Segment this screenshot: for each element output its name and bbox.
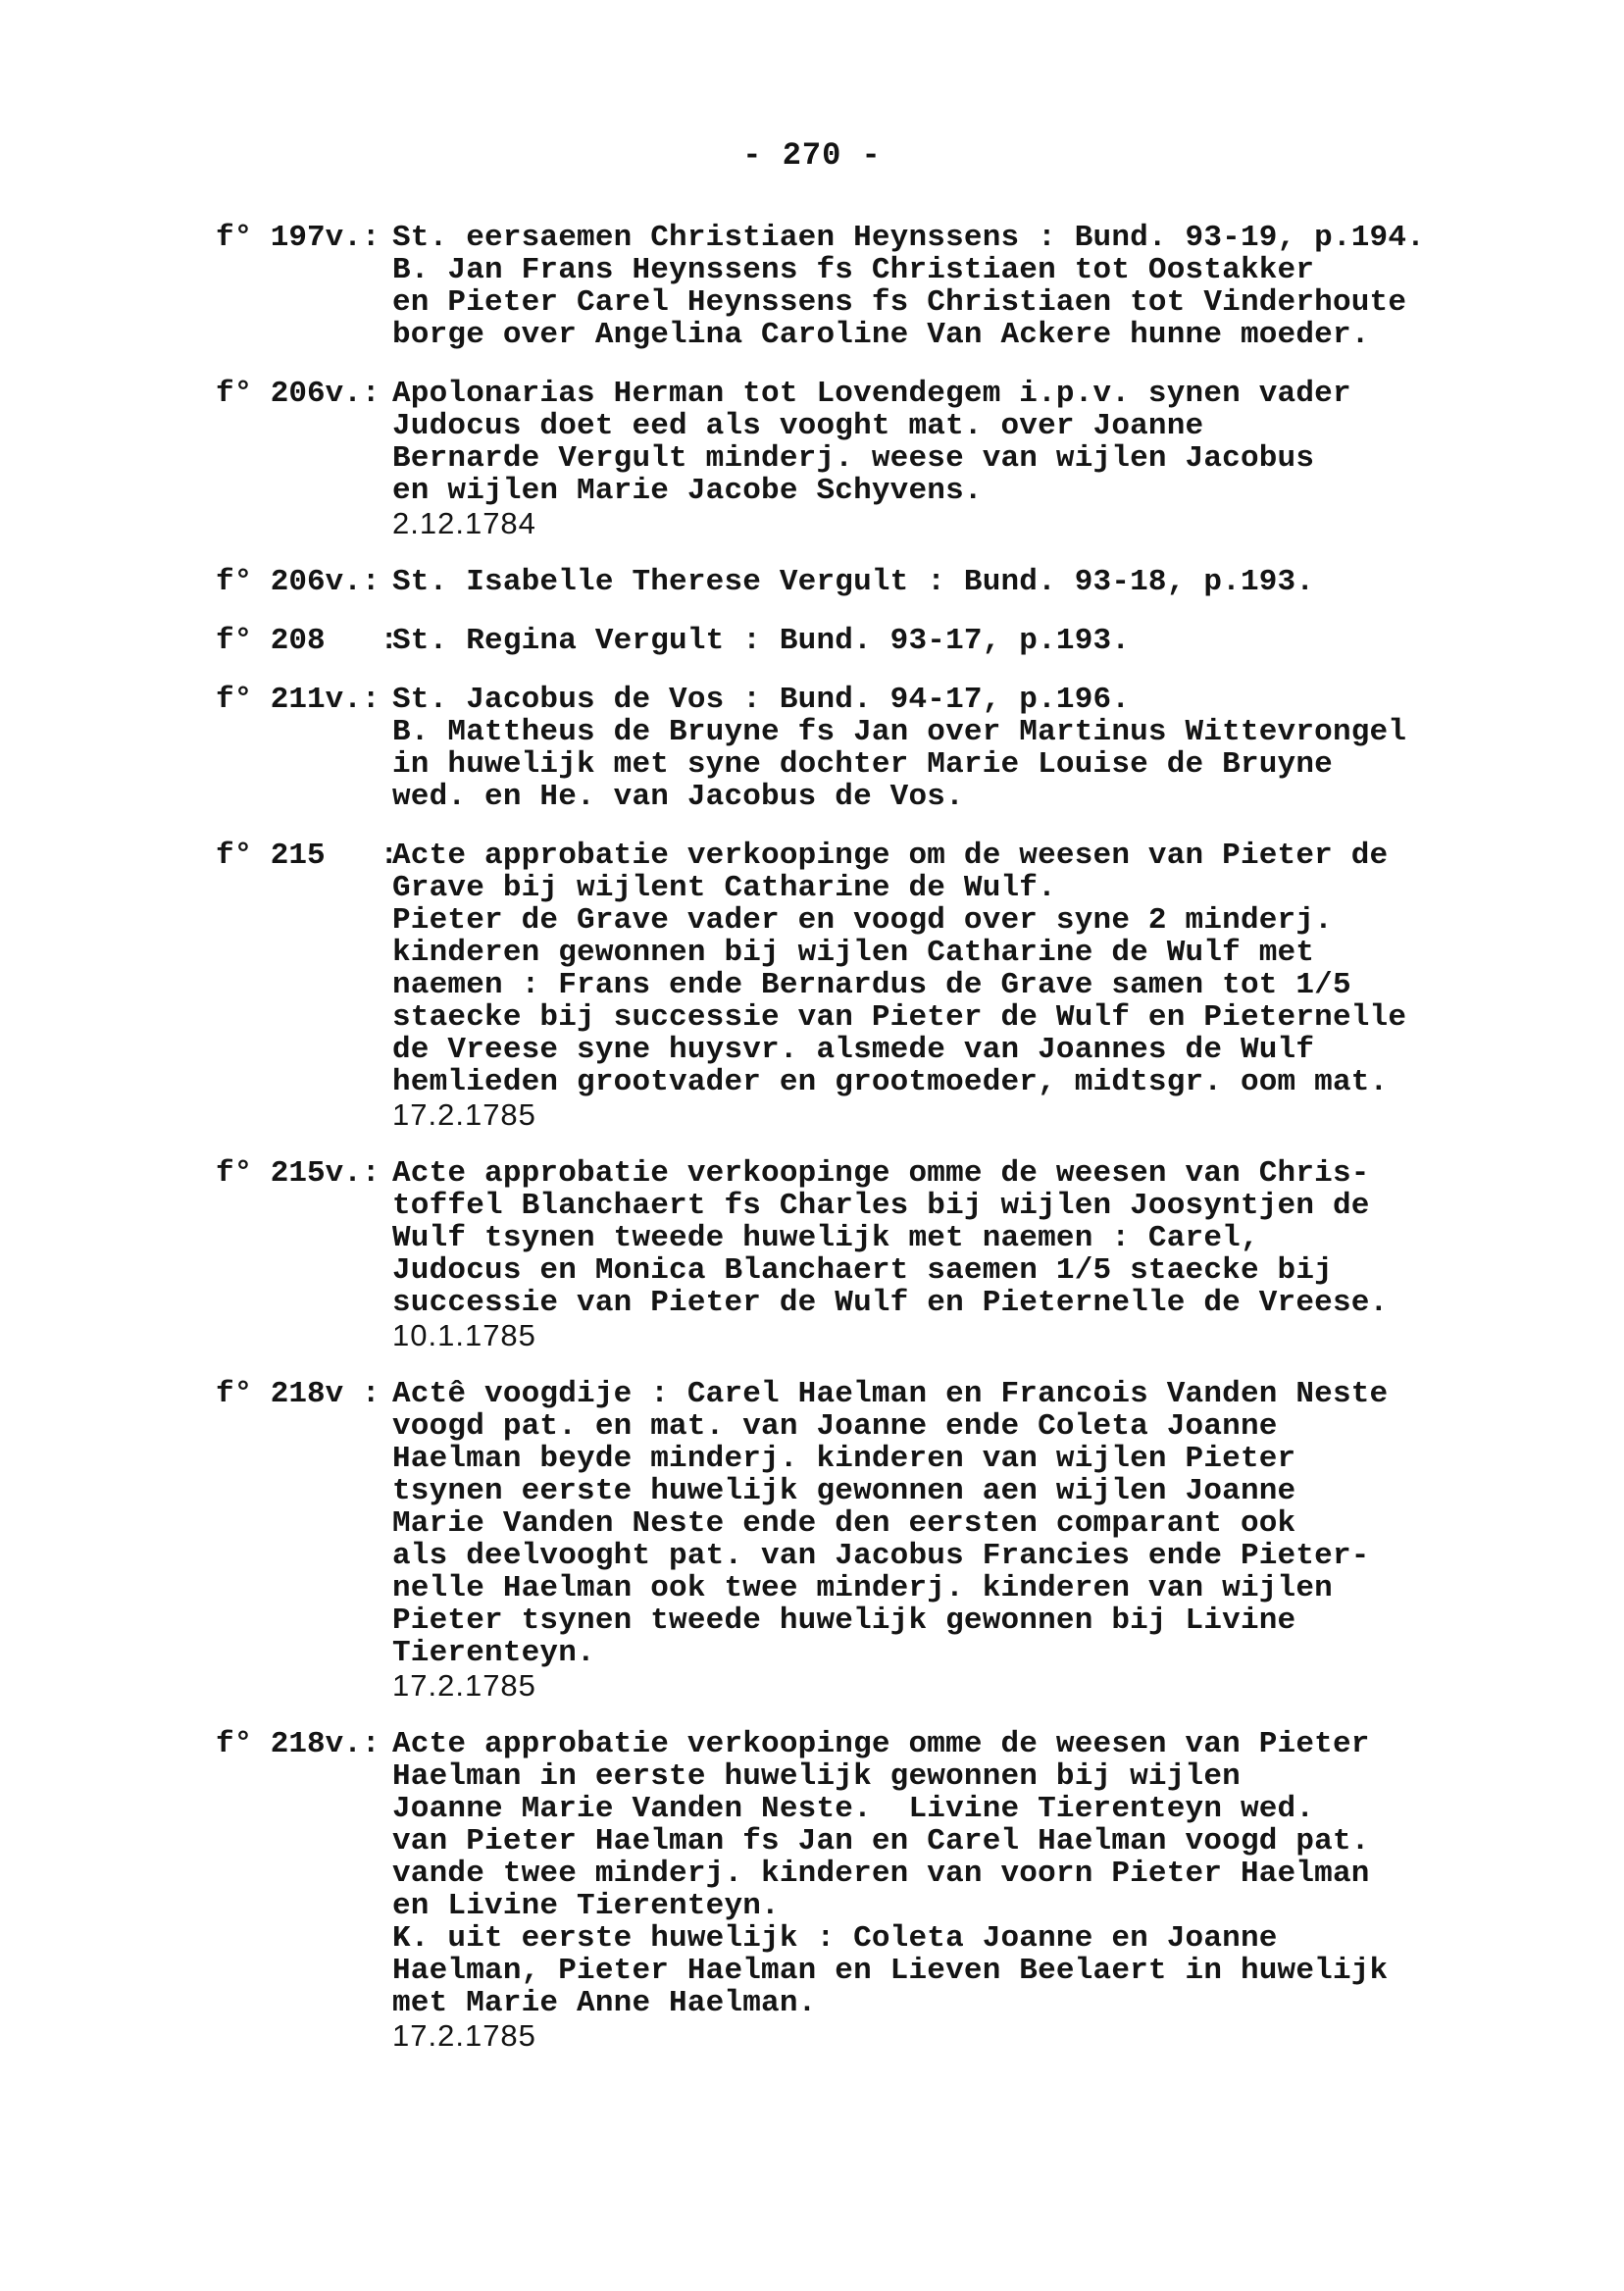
folio-ref: f° 218v.: xyxy=(216,1727,381,1761)
entry-text xyxy=(392,1157,1549,1351)
entry-line: Tierenteyn. xyxy=(392,1636,595,1670)
folio-ref: f° 215 : xyxy=(216,839,399,873)
entry-line: Acte approbatie verkoopinge omme de weesen van Chris- xyxy=(392,1156,1370,1191)
entry-line: Wulf tsynen tweede huwelijk met naemen : Carel, xyxy=(392,1221,1259,1255)
entry-line: B. Mattheus de Bruyne fs Jan over Martinus Wittevrongel xyxy=(392,715,1407,749)
entry-date: 2.12.1784 xyxy=(392,506,536,540)
entry-line: Actê voogdije : Carel Haelman en Francois Vanden Neste xyxy=(392,1377,1389,1411)
entry-line: en Pieter Carel Heynssens fs Christiaen tot Vinderhoute xyxy=(392,285,1407,320)
entry-line: Apolonarias Herman tot Lovendegem i.p.v. synen vader xyxy=(392,377,1351,411)
entry-211v xyxy=(216,684,1549,813)
entry-line: successie van Pieter de Wulf en Pieternelle de Vreese. xyxy=(392,1286,1389,1320)
entry-215v xyxy=(216,1157,1549,1351)
entry-line: Pieter tsynen tweede huwelijk gewonnen bij Livine xyxy=(392,1604,1296,1638)
entry-line: met Marie Anne Haelman. xyxy=(392,1986,817,2020)
entry-line: St. Isabelle Therese Vergult : Bund. 93-18, p.193. xyxy=(392,565,1315,599)
entry-date: 17.2.1785 xyxy=(392,1668,536,1703)
entry-line: St. Regina Vergult : Bund. 93-17, p.193. xyxy=(392,624,1131,658)
entry-line: staecke bij successie van Pieter de Wulf en Pieternelle xyxy=(392,1000,1407,1035)
folio-ref: f° 211v.: xyxy=(216,683,381,717)
entry-line: B. Jan Frans Heynssens fs Christiaen tot Oostakker xyxy=(392,253,1315,287)
page-number: - 270 - xyxy=(742,137,882,174)
entry-line: Grave bij wijlent Catharine de Wulf. xyxy=(392,871,1056,905)
entry-line: in huwelijk met syne dochter Marie Louise de Bruyne xyxy=(392,747,1333,782)
entry-line: Pieter de Grave vader en voogd over syne 2 minderj. xyxy=(392,903,1333,938)
entry-line: Acte approbatie verkoopinge omme de weesen van Pieter xyxy=(392,1727,1370,1761)
folio-ref: f° 197v.: xyxy=(216,221,381,255)
entry-line: Judocus doet eed als vooght mat. over Joanne xyxy=(392,409,1204,443)
folio-ref: f° 206v.: xyxy=(216,377,381,411)
entry-line: Bernarde Vergult minderj. weese van wijlen Jacobus xyxy=(392,441,1315,476)
entry-text xyxy=(392,625,1549,657)
entry-line: als deelvooght pat. van Jacobus Francies ende Pieter- xyxy=(392,1539,1370,1573)
folio-ref: f° 218v : xyxy=(216,1377,381,1411)
entry-208 xyxy=(216,625,1549,657)
entry-text xyxy=(392,566,1549,598)
entry-text xyxy=(392,1728,1549,2052)
folio-ref: f° 208 : xyxy=(216,624,399,658)
entry-line: naemen : Frans ende Bernardus de Grave samen tot 1/5 xyxy=(392,968,1351,1002)
entry-206v-b xyxy=(216,566,1549,598)
entry-line: voogd pat. en mat. van Joanne ende Coleta Joanne xyxy=(392,1409,1278,1444)
entry-line: Joanne Marie Vanden Neste. Livine Tierenteyn wed. xyxy=(392,1792,1315,1826)
entry-date: 10.1.1785 xyxy=(392,1318,536,1352)
entry-line: Acte approbatie verkoopinge om de weesen van Pieter de xyxy=(392,839,1389,873)
entry-215 xyxy=(216,840,1549,1131)
entry-218v-a xyxy=(216,1378,1549,1702)
entry-line: St. Jacobus de Vos : Bund. 94-17, p.196. xyxy=(392,683,1131,717)
entry-line: Marie Vanden Neste ende den eersten comparant ook xyxy=(392,1506,1296,1541)
entry-line: hemlieden grootvader en grootmoeder, midtsgr. oom mat. xyxy=(392,1065,1389,1099)
entry-line: K. uit eerste huwelijk : Coleta Joanne en Joanne xyxy=(392,1921,1278,1956)
folio-ref: f° 206v.: xyxy=(216,565,381,599)
register-entries xyxy=(216,222,1549,2078)
entry-text xyxy=(392,378,1549,539)
entry-line: en Livine Tierenteyn. xyxy=(392,1889,780,1923)
entry-line: nelle Haelman ook twee minderj. kinderen van wijlen xyxy=(392,1571,1333,1605)
entry-218v-b xyxy=(216,1728,1549,2052)
entry-text xyxy=(392,684,1549,813)
entry-line: toffel Blanchaert fs Charles bij wijlen Joosyntjen de xyxy=(392,1189,1370,1223)
entry-line: St. eersaemen Christiaen Heynssens : Bund. 93-19, p.194. xyxy=(392,221,1425,255)
entry-197v xyxy=(216,222,1549,351)
entry-206v-a xyxy=(216,378,1549,539)
entry-line: van Pieter Haelman fs Jan en Carel Haelman voogd pat. xyxy=(392,1824,1370,1858)
entry-line: tsynen eerste huwelijk gewonnen aen wijlen Joanne xyxy=(392,1474,1296,1508)
entry-date: 17.2.1785 xyxy=(392,1097,536,1132)
entry-line: Haelman, Pieter Haelman en Lieven Beelaert in huwelijk xyxy=(392,1954,1389,1988)
folio-ref: f° 215v.: xyxy=(216,1156,381,1191)
entry-line: de Vreese syne huysvr. alsmede van Joannes de Wulf xyxy=(392,1033,1315,1067)
entry-date: 17.2.1785 xyxy=(392,2018,536,2053)
entry-line: kinderen gewonnen bij wijlen Catharine de Wulf met xyxy=(392,936,1315,970)
entry-line: en wijlen Marie Jacobe Schyvens. xyxy=(392,474,983,508)
entry-line: Haelman in eerste huwelijk gewonnen bij wijlen xyxy=(392,1759,1241,1794)
entry-line: borge over Angelina Caroline Van Ackere hunne moeder. xyxy=(392,318,1370,352)
entry-text xyxy=(392,1378,1549,1702)
entry-line: Haelman beyde minderj. kinderen van wijlen Pieter xyxy=(392,1442,1296,1476)
entry-text xyxy=(392,222,1549,351)
entry-line: wed. en He. van Jacobus de Vos. xyxy=(392,780,964,814)
entry-text xyxy=(392,840,1549,1131)
entry-line: Judocus en Monica Blanchaert saemen 1/5 staecke bij xyxy=(392,1253,1333,1288)
entry-line: vande twee minderj. kinderen van voorn Pieter Haelman xyxy=(392,1857,1370,1891)
